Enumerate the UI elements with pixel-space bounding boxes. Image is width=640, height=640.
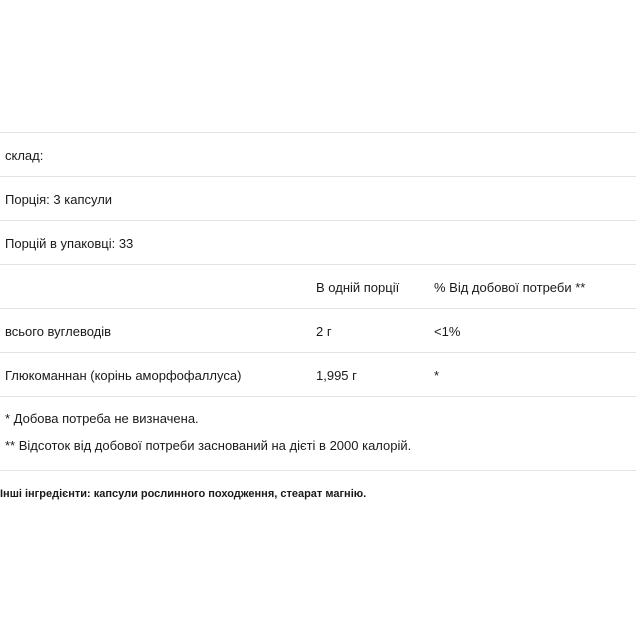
column-header-row	[0, 264, 636, 308]
daily-value-header: % Від добової потреби **	[434, 280, 586, 295]
per-serving-header: В одній порції	[316, 280, 400, 295]
nutrient-daily-value: <1%	[434, 324, 461, 339]
nutrient-name: всього вуглеводів	[5, 324, 112, 339]
servings-per-pack-row	[0, 220, 636, 264]
footnotes	[0, 396, 636, 471]
nutrient-daily-value: *	[434, 368, 440, 383]
footnote-daily-value-not-established: * Добова потреба не визначена.	[5, 411, 199, 426]
composition-label: склад:	[5, 148, 44, 163]
nutrient-row	[0, 352, 636, 396]
nutrient-name: Глюкоманнан (корінь аморфофаллуса)	[5, 368, 242, 383]
serving-size-text: Порція: 3 капсули	[5, 192, 113, 207]
supplement-facts-table	[0, 132, 636, 471]
other-ingredients: Інші інгредієнти: капсули рослинного походження, стеарат магнію.	[0, 488, 367, 500]
serving-size-row	[0, 176, 636, 220]
nutrient-row	[0, 308, 636, 352]
composition-row	[0, 132, 636, 176]
footnote-daily-value-basis: ** Відсоток від добової потреби заснований на дієті в 2000 калорій.	[5, 438, 412, 453]
nutrient-amount: 2 г	[316, 324, 332, 339]
servings-per-pack-text: Порцій в упаковці: 33	[5, 236, 134, 251]
nutrient-amount: 1,995 г	[316, 368, 357, 383]
